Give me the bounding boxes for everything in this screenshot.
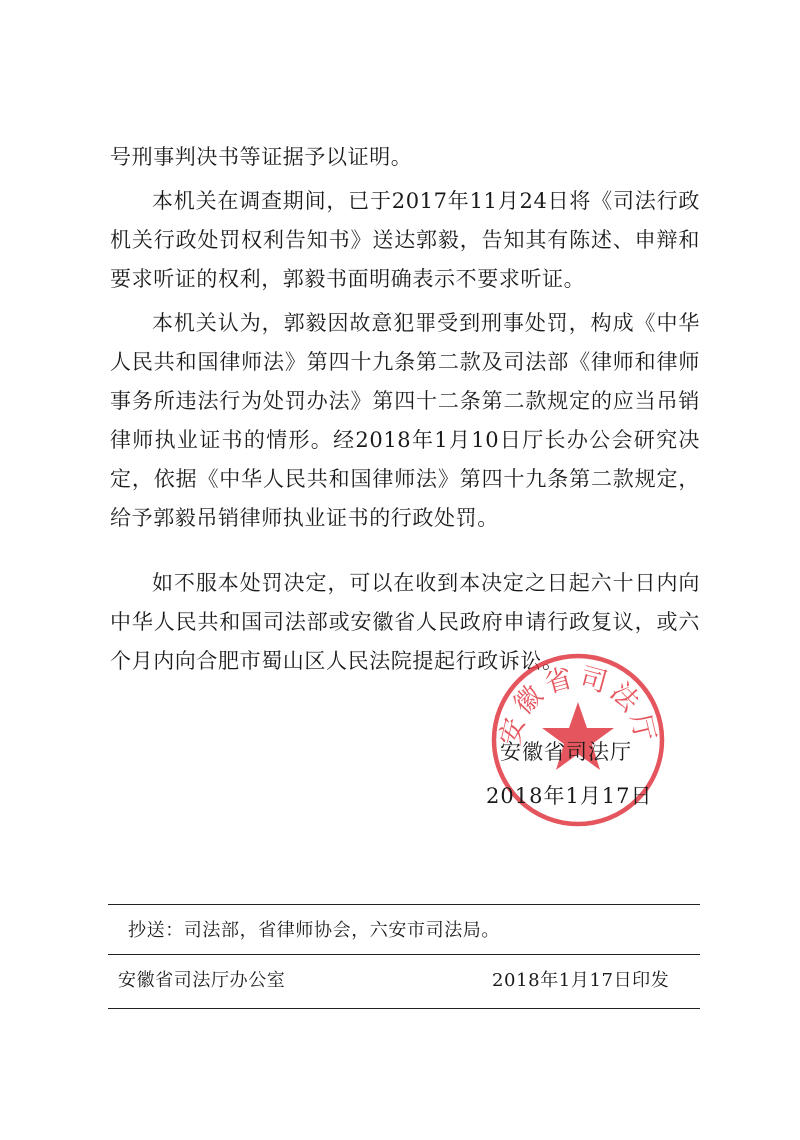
paragraph-appeal: 如不服本处罚决定，可以在收到本决定之日起六十日内向中华人民共和国司法部或安徽省人民政府申请行政复议，或六个月内向合肥市蜀山区人民法院提起行政诉讼。 bbox=[110, 571, 700, 673]
footer-middle-rule bbox=[108, 954, 700, 955]
paragraph-investigation: 本机关在调查期间，已于2017年11月24日将《司法行政机关行政处罚权利告知书》送达郭毅，告知其有陈述、申辩和要求听证的权利，郭毅书面明确表示不要求听证。 bbox=[110, 189, 700, 291]
signing-organization: 安徽省司法厅 bbox=[500, 740, 632, 764]
paragraph-evidence: 号刑事判决书等证据予以证明。 bbox=[110, 145, 413, 169]
issuing-office: 安徽省司法厅办公室 bbox=[118, 970, 286, 991]
footer-bottom-rule bbox=[108, 1008, 700, 1009]
copy-to-line: 抄送：司法部，省律师协会，六安市司法局。 bbox=[128, 920, 500, 941]
issue-date: 2018年1月17日印发 bbox=[492, 970, 670, 991]
svg-text:安徽省司法厅: 安徽省司法厅 bbox=[494, 661, 662, 749]
footer-top-rule bbox=[108, 904, 700, 905]
signing-date: 2018年1月17日 bbox=[486, 784, 653, 808]
paragraph-decision: 本机关认为，郭毅因故意犯罪受到刑事处罚，构成《中华人民共和国律师法》第四十九条第二款及司法部《律师和律师事务所违法行为处罚办法》第四十二条第二款规定的应当吊销律师执业证书的情形。经2018年1月10日厅长办公会研究决定，依据《中华人民共和国律师法》第四十九条第二款规定，给予郭毅吊销律师执业证书的行政处罚。 bbox=[110, 311, 700, 530]
